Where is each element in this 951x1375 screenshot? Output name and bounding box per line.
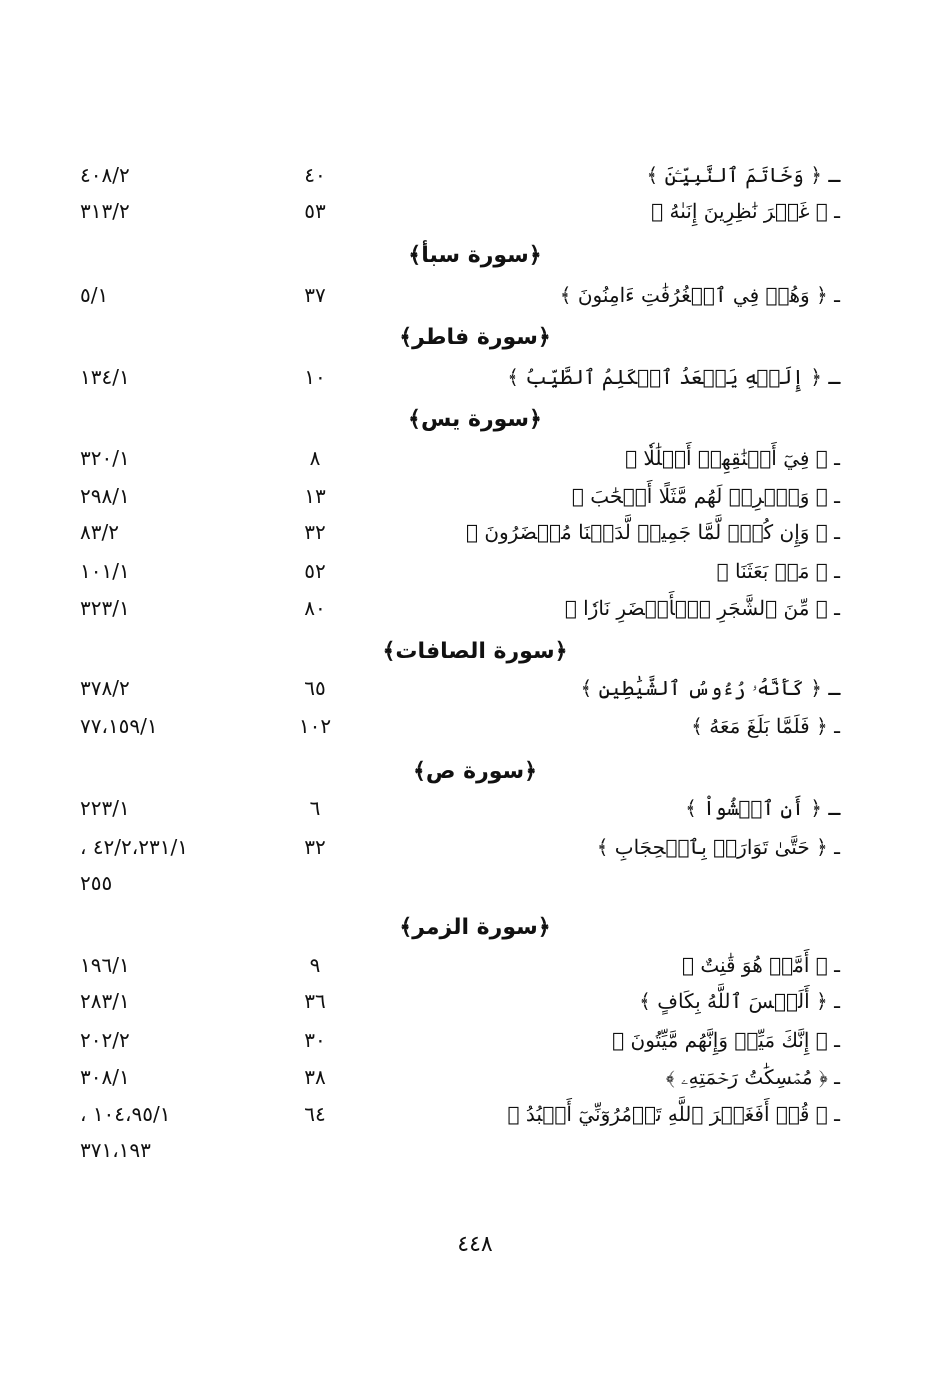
surah-heading: ﴿سورة ص﴾: [412, 759, 538, 784]
page-reference: ١٣٤/١: [80, 365, 130, 389]
index-entry: [80, 362, 840, 392]
page-reference: ٣٢٠/١: [80, 446, 130, 470]
index-entry: [80, 556, 840, 586]
verse-number: ٥٣: [304, 199, 326, 223]
page-reference: ٢٨٣/١: [80, 989, 130, 1013]
page-reference: ٢٠٢/٢: [80, 1028, 130, 1052]
page-reference-continued: ٢٥٥: [80, 871, 113, 895]
page-number: ٤٤٨: [457, 1232, 493, 1257]
verse-number: ٦٥: [304, 676, 326, 700]
page-reference: ١٠٤،٩٥/١ ،: [80, 1102, 171, 1126]
index-entry: [80, 1062, 840, 1092]
surah-heading: ﴿سورة فاطر﴾: [399, 325, 551, 350]
index-entry: [80, 160, 840, 190]
page-reference: ٤٢/٢،٢٣١/١ ،: [80, 835, 188, 859]
verse-text: ـ ﴿ مُمۡسِكَٰتُ رَحۡمَتِهِۦ ﴾: [665, 1065, 840, 1089]
page-reference: ٨٣/٢: [80, 520, 119, 544]
page-reference: ٧٧،١٥٩/١: [80, 714, 158, 738]
index-entry: [80, 481, 840, 511]
index-entry: [80, 832, 840, 895]
verse-text: ـ ﴿ غَيۡرَ نَٰظِرِينَ إِنَىٰهُ ﴾: [651, 199, 840, 223]
verse-number: ١٠٢: [298, 714, 332, 738]
page-reference: ٢٢٣/١: [80, 796, 130, 820]
verse-text: ـ ﴿ فَلَمَّا بَلَغَ مَعَهُ ﴾: [691, 714, 840, 738]
verse-number: ١٠: [304, 365, 326, 389]
page-reference: ٥/١: [80, 283, 109, 307]
verse-text: ـ ﴿ كَأَنَّهُۥ رُءُوسُ ٱلشَّيَٰطِينِ ﴾: [580, 676, 840, 700]
verse-text: ـ ﴿ قُلۡ أَفَغَيۡرَ ٱللَّهِ تَأۡمُرُوٓنِّيٓ أَعۡبُدُ ﴾: [507, 1102, 840, 1126]
verse-text: ـ ﴿ إِنَّكَ مَيِّتٞ وَإِنَّهُم مَّيِّتُونَ ﴾: [612, 1028, 840, 1052]
index-entry: [80, 986, 840, 1016]
index-entry: [80, 517, 840, 547]
verse-text: ـ ﴿ حَتَّىٰ تَوَارَتۡ بِٱلۡحِجَابِ ﴾: [596, 835, 840, 859]
verse-text: ـ ﴿ وَإِن كُلّٞ لَّمَّا جَمِيعٞ لَّدَيۡنَا مُحۡضَرُونَ ﴾: [465, 520, 840, 544]
verse-number: ٣٨: [304, 1065, 326, 1089]
page-reference: ١٠١/١: [80, 559, 130, 583]
verse-text: ـ ﴿ مِّنَ ٱلشَّجَرِ ٱلۡأَخۡضَرِ نَارٗا ﴾: [564, 596, 840, 620]
surah-heading: ﴿سورة الصافات﴾: [382, 639, 568, 664]
verse-number: ٣٢: [304, 520, 326, 544]
page-reference: ٣٠٨/١: [80, 1065, 130, 1089]
page-reference-continued: ٣٧١،١٩٣: [80, 1138, 151, 1162]
verse-text: ـ ﴿ أَمَّنۡ هُوَ قَٰنِتٌ ﴾: [681, 953, 840, 977]
verse-number: ٣٦: [304, 989, 326, 1013]
index-entry: [80, 1099, 840, 1162]
page-reference: ٤٠٨/٢: [80, 163, 130, 187]
verse-text: ـ ﴿ وَٱضۡرِبۡ لَهُم مَّثَلًا أَصۡحَٰبَ ﴾: [571, 484, 840, 508]
verse-text: ـ ﴿ فِيٓ أَعۡنَٰقِهِمۡ أَغۡلَٰلٗا ﴾: [625, 446, 840, 470]
verse-text: ـ ﴿ إِلَيۡهِ يَصۡعَدُ ٱلۡكَلِمُ ٱلطَّيِّبُ ﴾: [507, 365, 840, 389]
index-entry: [80, 711, 840, 741]
index-entry: [80, 1025, 840, 1055]
surah-heading: ﴿سورة سبأ﴾: [408, 243, 542, 268]
index-entry: [80, 593, 840, 623]
page-reference: ٣٧٨/٢: [80, 676, 130, 700]
verse-number: ٤٠: [304, 163, 326, 187]
index-entry: [80, 793, 840, 823]
verse-number: ٨: [309, 446, 321, 470]
page-reference: ٣١٣/٢: [80, 199, 130, 223]
verse-text: ـ ﴿ وَخَاتَمَ ٱلنَّبِيِّـۧنَ ﴾: [646, 163, 840, 187]
verse-text: ـ ﴿ وَهُمۡ فِي ٱلۡغُرُفَٰتِ ءَامِنُونَ ﴾: [559, 283, 840, 307]
index-entry: [80, 280, 840, 310]
verse-number: ٩: [309, 953, 321, 977]
verse-number: ٥٢: [304, 559, 326, 583]
page-reference: ٢٩٨/١: [80, 484, 130, 508]
verse-number: ٦٤: [304, 1102, 326, 1126]
index-entry: [80, 443, 840, 473]
verse-number: ٣٢: [304, 835, 326, 859]
verse-number: ١٣: [304, 484, 326, 508]
index-entry: [80, 673, 840, 703]
surah-heading: ﴿سورة الزمر﴾: [399, 915, 551, 940]
page-reference: ٣٢٣/١: [80, 596, 130, 620]
index-entry: [80, 196, 840, 226]
verse-number: ٣٠: [304, 1028, 326, 1052]
surah-heading: ﴿سورة يس﴾: [408, 407, 542, 432]
verse-text: ـ ﴿ مَنۢ بَعَثَنَا ﴾: [716, 559, 840, 583]
verse-number: ٣٧: [304, 283, 326, 307]
verse-number: ٨٠: [304, 596, 326, 620]
verse-text: ـ ﴿ أَلَيۡسَ ٱللَّهُ بِكَافٍ ﴾: [639, 989, 840, 1013]
index-entry: [80, 950, 840, 980]
verse-number: ٦: [309, 796, 321, 820]
page-reference: ١٩٦/١: [80, 953, 130, 977]
verse-text: ـ ﴿ أَنِ ٱمۡشُواْ ﴾: [685, 796, 840, 820]
